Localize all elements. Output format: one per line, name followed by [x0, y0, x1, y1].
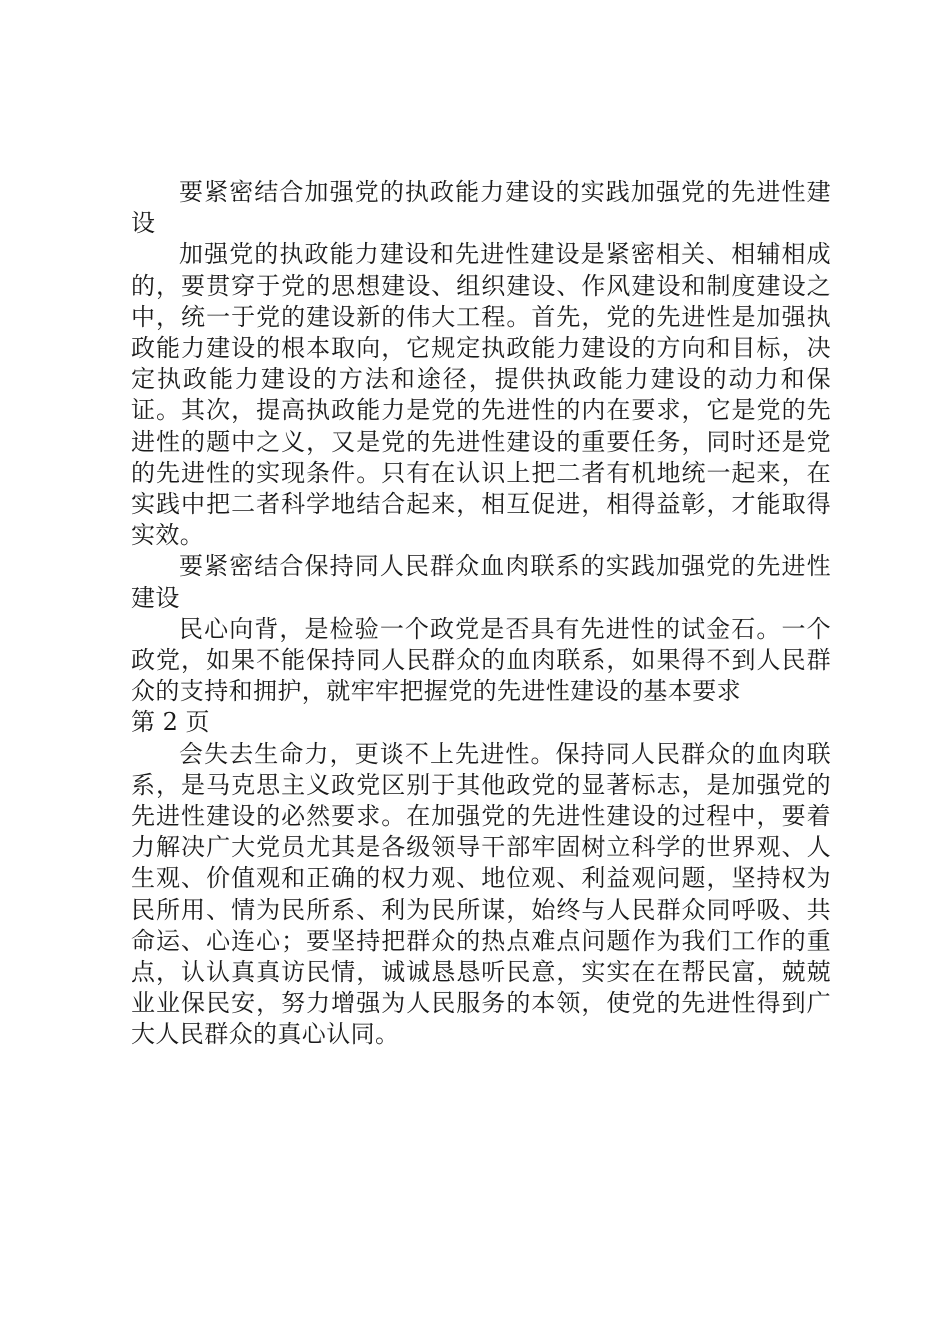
- paragraph-governing-capacity: 加强党的执政能力建设和先进性建设是紧密相关、相辅相成的，要贯穿于党的思想建设、组织建设、作风建设和制度建设之中，统一于党的建设新的伟大工程。首先，党的先进性是加强执政能力建设的根本取向，它规定执政能力建设的方向和目标，决定执政能力建设的方法和途径，提供执政能力建设的动力和保证。其次，提高执政能力是党的先进性的内在要求，它是党的先进性的题中之义，又是党的先进性建设的重要任务，同时还是党的先进性的实现条件。只有在认识上把二者有机地统一起来，在实践中把二者科学地结合起来，相互促进，相得益彰，才能取得实效。: [131, 240, 831, 550]
- paragraph-mass-ties: 民心向背，是检验一个政党是否具有先进性的试金石。一个政党，如果不能保持同人民群众的血肉联系，如果得不到人民群众的支持和拥护，就牢牢把握党的先进性建设的基本要求: [131, 614, 831, 706]
- page-number-marker: 第 2 页: [131, 708, 210, 737]
- section-heading-mass-ties: 要紧密结合保持同人民群众血肉联系的实践加强党的先进性建设: [131, 552, 831, 612]
- document-body: [131, 177, 831, 1051]
- section-heading-governing-capacity: 要紧密结合加强党的执政能力建设的实践加强党的先进性建设: [131, 178, 831, 238]
- paragraph-continuation: 会失去生命力，更谈不上先进性。保持同人民群众的血肉联系，是马克思主义政党区别于其他政党的显著标志，是加强党的先进性建设的必然要求。在加强党的先进性建设的过程中，要着力解决广大党员尤其是各级领导干部牢固树立科学的世界观、人生观、价值观和正确的权力观、地位观、利益观问题，坚持权为民所用、情为民所系、利为民所谋，始终与人民群众同呼吸、共命运、心连心；要坚持把群众的热点难点问题作为我们工作的重点，认认真真访民情，诚诚恳恳听民意，实实在在帮民富，兢兢业业保民安，努力增强为人民服务的本领，使党的先进性得到广大人民群众的真心认同。: [131, 739, 831, 1049]
